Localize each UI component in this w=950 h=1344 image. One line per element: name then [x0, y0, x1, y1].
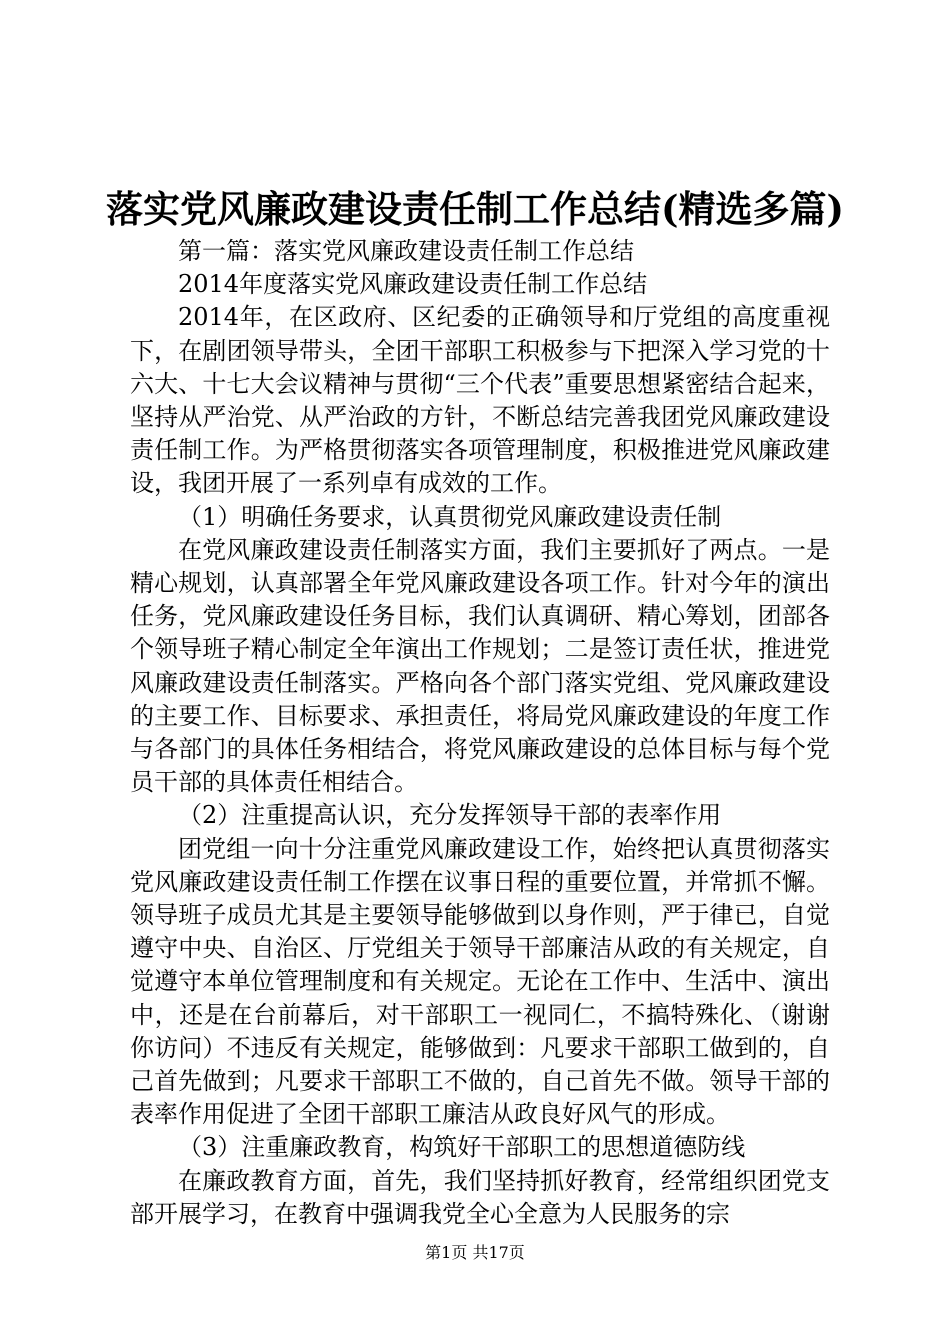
subheading-1: （1）明确任务要求，认真贯彻党风廉政建设责任制 [178, 502, 722, 531]
document-title: 落实党风廉政建设责任制工作总结(精选多篇) [105, 187, 844, 231]
document-subtitle: 2014年度落实党风廉政建设责任制工作总结 [178, 270, 648, 299]
paragraph-1: 在党风廉政建设责任制落实方面，我们主要抓好了两点。一是精心规划，认真部署全年党风廉政建设各项工作。针对今年的演出任务，党风廉政建设任务目标，我们认真调研、精心筹划，团部各个领导班子精心制定全年演出工作规划；二是签订责任状，推进党风廉政建设责任制落实。严格向各个部门落实党组、党风廉政建设的主要工作、目标要求、承担责任，将局党风廉政建设的年度工作与各部门的具体任务相结合，将党风廉政建设的总体目标与每个党员干部的具体责任相结合。 [130, 535, 830, 797]
subheading-3: （3）注重廉政教育，构筑好干部职工的思想道德防线 [178, 1133, 746, 1162]
paragraph-3: 在廉政教育方面，首先，我们坚持抓好教育，经常组织团党支部开展学习，在教育中强调我党全心全意为人民服务的宗 [130, 1166, 830, 1228]
subheading-2: （2）注重提高认识，充分发挥领导干部的表率作用 [178, 801, 722, 830]
document-body [130, 235, 830, 1231]
page-number-footer: 第1页 共17页 [425, 1243, 525, 1262]
intro-paragraph: 2014年，在区政府、区纪委的正确领导和厅党组的高度重视下，在剧团领导带头，全团干部职工积极参与下把深入学习党的十六大、十七大会议精神与贯彻“三个代表”重要思想紧密结合起来，坚持从严治党、从严治政的方针，不断总结完善我团党风廉政建设责任制工作。为严格贯彻落实各项管理制度，积极推进党风廉政建设，我团开展了一系列卓有成效的工作。 [130, 303, 830, 498]
paragraph-2: 团党组一向十分注重党风廉政建设工作，始终把认真贯彻落实党风廉政建设责任制工作摆在议事日程的重要位置，并常抓不懈。领导班子成员尤其是主要领导能够做到以身作则，严于律已，自觉遵守中央、自治区、厅党组关于领导干部廉洁从政的有关规定，自觉遵守本单位管理制度和有关规定。无论在工作中、生活中、演出中，还是在台前幕后，对干部职工一视同仁，不搞特殊化、（谢谢你访问）不违反有关规定，能够做到：凡要求干部职工做到的，自己首先做到；凡要求干部职工不做的，自己首先不做。领导干部的表率作用促进了全团干部职工廉洁从政良好风气的形成。 [130, 834, 830, 1129]
section-heading: 第一篇：落实党风廉政建设责任制工作总结 [178, 237, 634, 265]
